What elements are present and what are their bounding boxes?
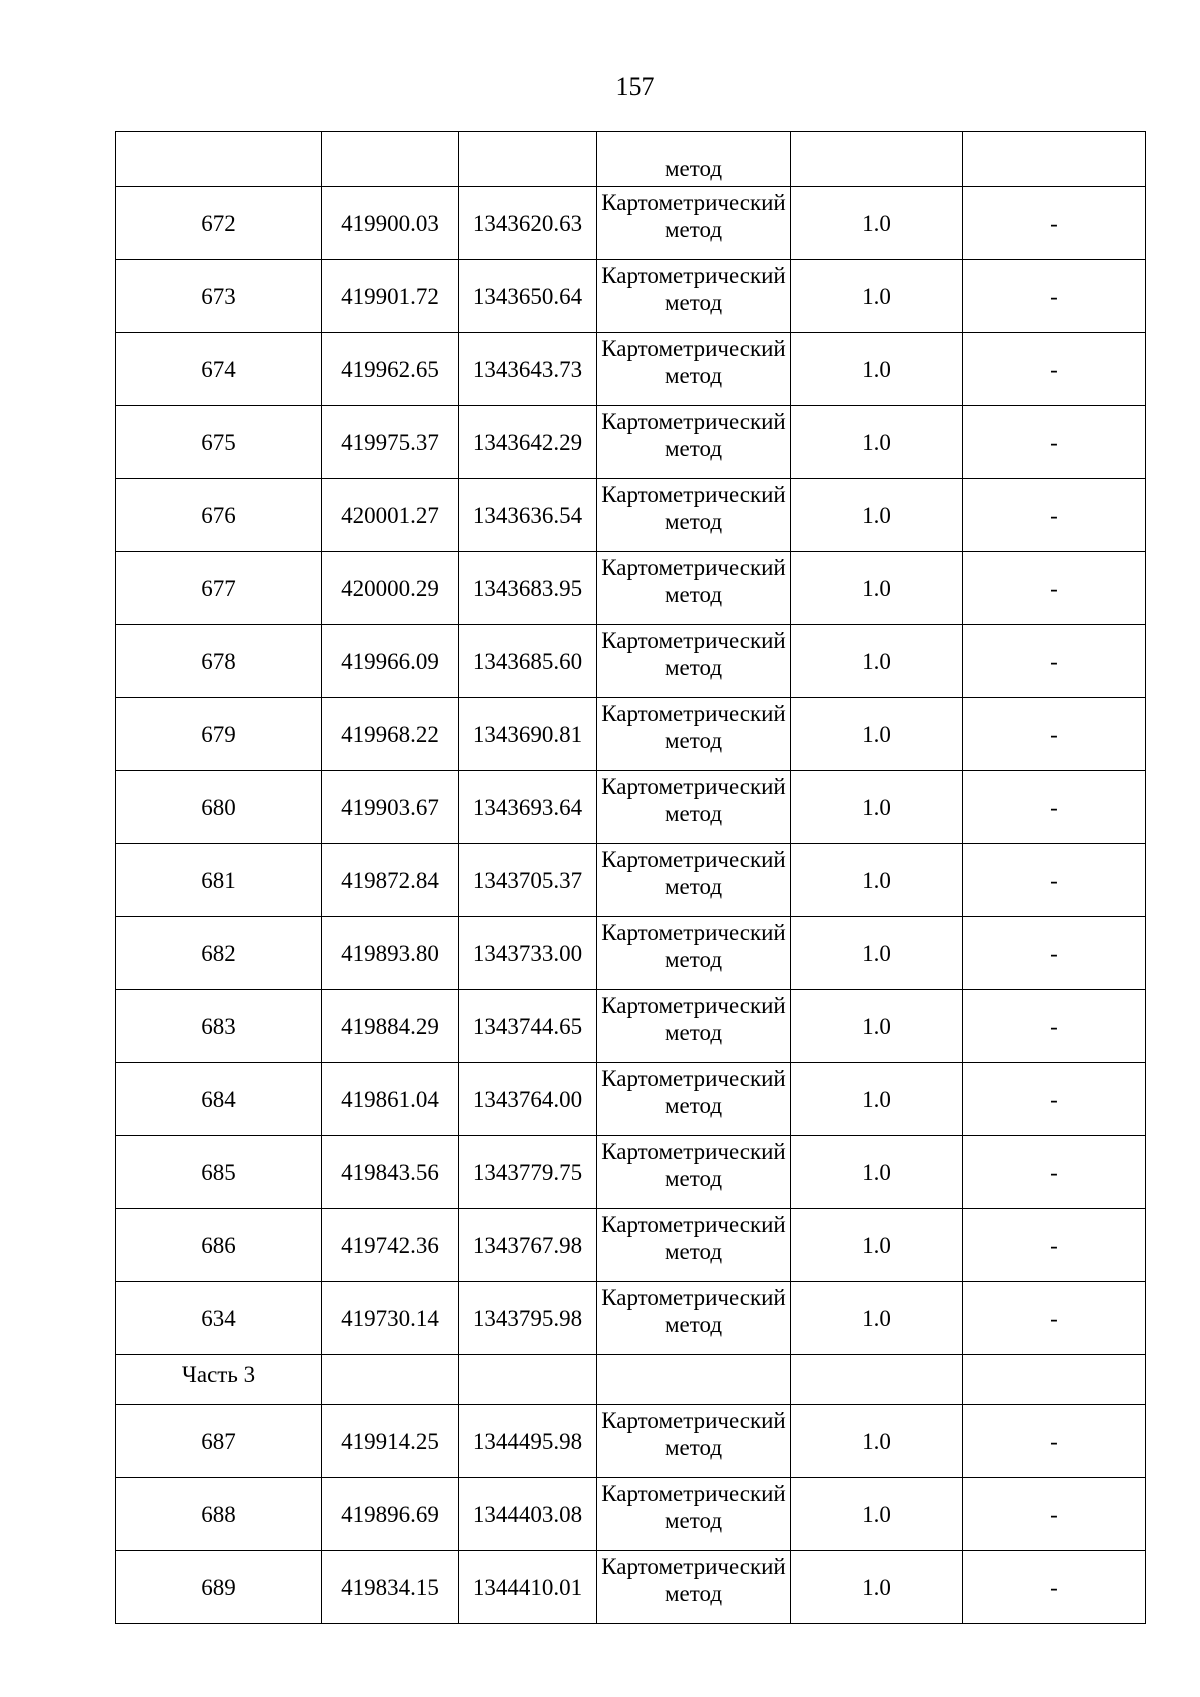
table-row [116, 1282, 1146, 1355]
cell-accuracy: 1.0 [791, 698, 963, 771]
cell-x [322, 132, 459, 187]
table-row [116, 1405, 1146, 1478]
method-line-2: метод [664, 1435, 723, 1460]
cell-y: 1343650.64 [459, 260, 597, 333]
cell-method [597, 1282, 791, 1355]
cell-note: - [963, 333, 1146, 406]
cell-y: 1343733.00 [459, 917, 597, 990]
table-row [116, 260, 1146, 333]
cell-x: 419962.65 [322, 333, 459, 406]
cell-point: 689 [116, 1551, 322, 1624]
cell-method [597, 479, 791, 552]
cell-y: 1344410.01 [459, 1551, 597, 1624]
cell-note: - [963, 771, 1146, 844]
table-row [116, 1209, 1146, 1282]
cell-accuracy: 1.0 [791, 771, 963, 844]
cell-y [459, 132, 597, 187]
cell-y: 1343642.29 [459, 406, 597, 479]
cell-method [597, 552, 791, 625]
cell-accuracy [791, 132, 963, 187]
cell-accuracy: 1.0 [791, 406, 963, 479]
cell-note: - [963, 1063, 1146, 1136]
cell-x: 419968.22 [322, 698, 459, 771]
cell-x: 419861.04 [322, 1063, 459, 1136]
cell-note [963, 132, 1146, 187]
cell-x: 420000.29 [322, 552, 459, 625]
cell-y [459, 1355, 597, 1405]
cell-point: 676 [116, 479, 322, 552]
cell-point: 680 [116, 771, 322, 844]
method-line-1: Картометрический [601, 555, 786, 580]
cell-accuracy: 1.0 [791, 187, 963, 260]
method-line-2: метод [664, 1093, 723, 1118]
cell-method [597, 698, 791, 771]
cell-point: 672 [116, 187, 322, 260]
method-line-2: метод [664, 290, 723, 315]
cell-point: 673 [116, 260, 322, 333]
table-row [116, 771, 1146, 844]
cell-method [597, 1136, 791, 1209]
cell-accuracy: 1.0 [791, 844, 963, 917]
cell-method [597, 1355, 791, 1405]
method-line-1: Картометрический [601, 1481, 786, 1506]
cell-x: 419901.72 [322, 260, 459, 333]
continuation-row [116, 132, 1146, 187]
method-line-1: Картометрический [601, 1285, 786, 1310]
cell-accuracy: 1.0 [791, 479, 963, 552]
table-body [116, 132, 1146, 1624]
cell-x: 419975.37 [322, 406, 459, 479]
cell-method [597, 917, 791, 990]
cell-point: 683 [116, 990, 322, 1063]
cell-y: 1343705.37 [459, 844, 597, 917]
cell-note: - [963, 844, 1146, 917]
cell-note: - [963, 479, 1146, 552]
cell-x: 419893.80 [322, 917, 459, 990]
cell-x: 419896.69 [322, 1478, 459, 1551]
cell-point: 687 [116, 1405, 322, 1478]
cell-y: 1343636.54 [459, 479, 597, 552]
cell-accuracy: 1.0 [791, 625, 963, 698]
method-line-2: метод [664, 801, 723, 826]
cell-x: 419900.03 [322, 187, 459, 260]
method-line-1: Картометрический [601, 409, 786, 434]
cell-method [597, 187, 791, 260]
cell-accuracy [791, 1355, 963, 1405]
method-line-1: Картометрический [601, 1066, 786, 1091]
cell-x: 419843.56 [322, 1136, 459, 1209]
section-row [116, 1355, 1146, 1405]
cell-y: 1343683.95 [459, 552, 597, 625]
method-line-1: Картометрический [601, 774, 786, 799]
table-row [116, 1136, 1146, 1209]
cell-y: 1343744.65 [459, 990, 597, 1063]
cell-accuracy: 1.0 [791, 1551, 963, 1624]
method-line-2: метод [664, 1581, 723, 1606]
cell-accuracy: 1.0 [791, 1209, 963, 1282]
cell-x: 419742.36 [322, 1209, 459, 1282]
method-line-2: метод [664, 509, 723, 534]
cell-x: 420001.27 [322, 479, 459, 552]
cell-method [597, 990, 791, 1063]
cell-x: 419903.67 [322, 771, 459, 844]
cell-note: - [963, 1478, 1146, 1551]
cell-point: 682 [116, 917, 322, 990]
method-line-1: Картометрический [601, 847, 786, 872]
cell-y: 1343764.00 [459, 1063, 597, 1136]
cell-y: 1343620.63 [459, 187, 597, 260]
coordinates-table [115, 131, 1146, 1624]
method-line-2: метод [664, 363, 723, 388]
cell-accuracy: 1.0 [791, 260, 963, 333]
cell-x: 419884.29 [322, 990, 459, 1063]
cell-point: 686 [116, 1209, 322, 1282]
table-row [116, 479, 1146, 552]
cell-method [597, 771, 791, 844]
cell-point: 684 [116, 1063, 322, 1136]
cell-x [322, 1355, 459, 1405]
table-row [116, 990, 1146, 1063]
cell-y: 1343795.98 [459, 1282, 597, 1355]
table-row [116, 1478, 1146, 1551]
cell-x: 419872.84 [322, 844, 459, 917]
method-line-1: Картометрический [601, 482, 786, 507]
method-line-1: Картометрический [601, 263, 786, 288]
method-line-1: Картометрический [601, 628, 786, 653]
cell-note: - [963, 1551, 1146, 1624]
cell-accuracy: 1.0 [791, 552, 963, 625]
cell-method [597, 1209, 791, 1282]
cell-note [963, 1355, 1146, 1405]
cell-y: 1344495.98 [459, 1405, 597, 1478]
table-row [116, 698, 1146, 771]
cell-note: - [963, 1405, 1146, 1478]
method-line-2: метод [664, 1312, 723, 1337]
table-row [116, 625, 1146, 698]
method-line-2: метод [664, 1239, 723, 1264]
cell-method [597, 625, 791, 698]
cell-y: 1343685.60 [459, 625, 597, 698]
method-line-1: Картометрический [601, 190, 786, 215]
cell-accuracy: 1.0 [791, 1282, 963, 1355]
cell-note: - [963, 917, 1146, 990]
cell-y: 1343779.75 [459, 1136, 597, 1209]
cell-x: 419834.15 [322, 1551, 459, 1624]
cell-y: 1343643.73 [459, 333, 597, 406]
method-line-2: метод [664, 728, 723, 753]
method-line-2: метод [664, 1166, 723, 1191]
table-row [116, 187, 1146, 260]
cell-point: 675 [116, 406, 322, 479]
cell-method [597, 1478, 791, 1551]
cell-note: - [963, 990, 1146, 1063]
cell-accuracy: 1.0 [791, 1405, 963, 1478]
table-row [116, 1063, 1146, 1136]
cell-accuracy: 1.0 [791, 1136, 963, 1209]
cell-note: - [963, 1136, 1146, 1209]
method-line-2: метод [664, 1020, 723, 1045]
method-line-1: Картометрический [601, 920, 786, 945]
cell-accuracy: 1.0 [791, 1063, 963, 1136]
cell-accuracy: 1.0 [791, 333, 963, 406]
cell-note: - [963, 625, 1146, 698]
cell-method: метод [597, 132, 791, 187]
method-line-1: Картометрический [601, 1139, 786, 1164]
cell-y: 1343767.98 [459, 1209, 597, 1282]
cell-point: 677 [116, 552, 322, 625]
cell-y: 1344403.08 [459, 1478, 597, 1551]
cell-method [597, 1551, 791, 1624]
cell-accuracy: 1.0 [791, 990, 963, 1063]
cell-method [597, 260, 791, 333]
table-row [116, 917, 1146, 990]
method-line-1: Картометрический [601, 1212, 786, 1237]
cell-point: 634 [116, 1282, 322, 1355]
method-line-1: Картометрический [601, 993, 786, 1018]
cell-method [597, 844, 791, 917]
table-row [116, 1551, 1146, 1624]
cell-note: - [963, 698, 1146, 771]
cell-point: 678 [116, 625, 322, 698]
cell-point: 688 [116, 1478, 322, 1551]
cell-point: 685 [116, 1136, 322, 1209]
section-label: Часть 3 [116, 1355, 322, 1405]
cell-method [597, 1405, 791, 1478]
method-line-1: Картометрический [601, 1554, 786, 1579]
cell-method [597, 333, 791, 406]
table-row [116, 406, 1146, 479]
cell-note: - [963, 406, 1146, 479]
page-number: 157 [615, 72, 655, 101]
cell-method [597, 1063, 791, 1136]
method-line-1: Картометрический [601, 1408, 786, 1433]
cell-point: 674 [116, 333, 322, 406]
cell-accuracy: 1.0 [791, 917, 963, 990]
cell-note: - [963, 1282, 1146, 1355]
cell-point: 679 [116, 698, 322, 771]
cell-x: 419914.25 [322, 1405, 459, 1478]
method-line-2: метод [664, 874, 723, 899]
method-line-2: метод [664, 655, 723, 680]
table-row [116, 552, 1146, 625]
method-line-1: Картометрический [601, 336, 786, 361]
cell-accuracy: 1.0 [791, 1478, 963, 1551]
cell-x: 419966.09 [322, 625, 459, 698]
method-line-1: Картометрический [601, 701, 786, 726]
method-line-2: метод [664, 582, 723, 607]
cell-note: - [963, 260, 1146, 333]
cell-y: 1343693.64 [459, 771, 597, 844]
cell-x: 419730.14 [322, 1282, 459, 1355]
method-line-2: метод [664, 436, 723, 461]
method-line-2: метод [664, 217, 723, 242]
table-row [116, 333, 1146, 406]
cell-method [597, 406, 791, 479]
cell-y: 1343690.81 [459, 698, 597, 771]
cell-note: - [963, 552, 1146, 625]
cell-point: 681 [116, 844, 322, 917]
method-line-2: метод [664, 1508, 723, 1533]
cell-note: - [963, 187, 1146, 260]
method-line-2: метод [664, 947, 723, 972]
cell-point [116, 132, 322, 187]
table-row [116, 844, 1146, 917]
cell-note: - [963, 1209, 1146, 1282]
